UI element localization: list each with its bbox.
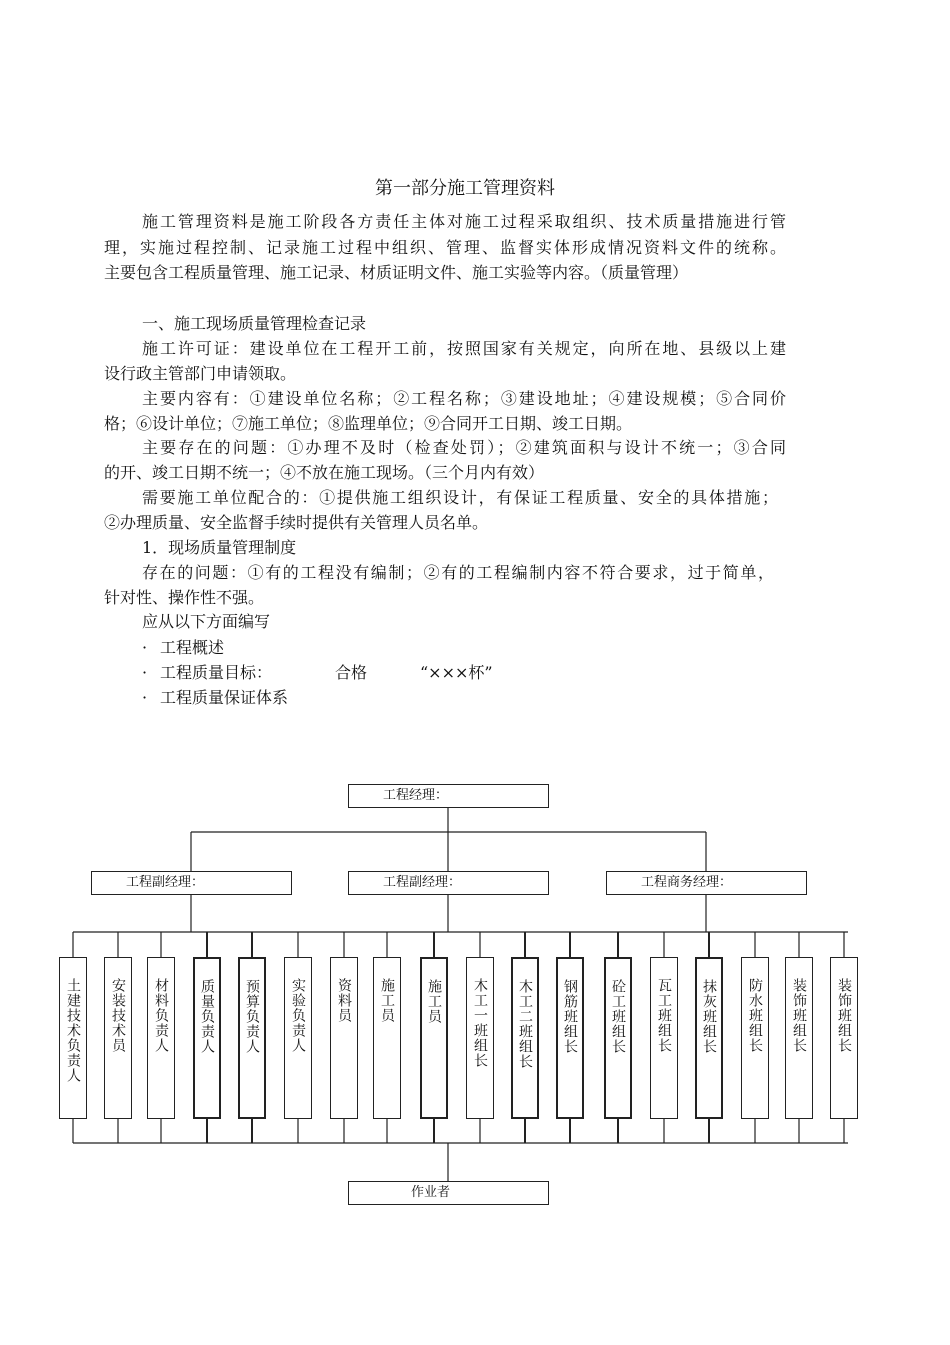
org-role-box — [511, 957, 539, 1119]
org-bottom-label: 作业者 — [411, 1185, 451, 1200]
org-role-label: 施工员 — [426, 979, 442, 1024]
org-role-box — [830, 957, 858, 1119]
contents-line-1: 主要内容有：①建设单位名称；②工程名称；③建设地址；④建设规模；⑤合同价 — [142, 389, 786, 408]
org-commerce-box — [606, 871, 807, 895]
org-role-box — [147, 957, 175, 1119]
cooperate-line-2: ②办理质量、安全监督手续时提供有关管理人员名单。 — [104, 513, 489, 532]
org-deputy-label: 工程副经理： — [126, 875, 205, 890]
permit-line-1: 施工许可证：建设单位在工程开工前，按照国家有关规定，向所在地、县级以上建 — [142, 339, 786, 358]
org-role-box — [420, 957, 448, 1119]
problems-line-2: 的开、竣工日期不统一；④不放在施工现场。（三个月内有效） — [104, 463, 545, 482]
org-role-label: 装饰班组长 — [836, 978, 852, 1053]
section-1-heading: 一、施工现场质量管理检查记录 — [142, 314, 367, 333]
org-role-box — [238, 957, 266, 1119]
should-write: 应从以下方面编写 — [142, 612, 271, 631]
org-top-box — [348, 784, 549, 808]
org-role-label: 材料负责人 — [153, 978, 169, 1053]
bullet-text: 工程概述 — [160, 638, 225, 657]
quality-grade: 合格 — [335, 663, 368, 682]
org-role-label: 防水班组长 — [747, 978, 763, 1053]
org-role-box — [695, 957, 723, 1119]
org-role-label: 装饰班组长 — [791, 978, 807, 1053]
org-deputy-box — [348, 871, 549, 895]
existing-line-1: 存在的问题：①有的工程没有编制；②有的工程编制内容不符合要求，过于简单， — [142, 563, 774, 582]
org-role-label: 预算负责人 — [244, 979, 260, 1054]
org-role-box — [330, 957, 358, 1119]
org-role-label: 质量负责人 — [199, 979, 215, 1054]
org-role-box — [466, 957, 494, 1119]
org-role-label: 安装技术员 — [110, 978, 126, 1053]
bullet-text: 工程质量保证体系 — [160, 688, 289, 707]
org-top-label: 工程经理： — [383, 788, 449, 803]
org-role-box — [785, 957, 813, 1119]
org-deputy-box — [91, 871, 292, 895]
org-role-label: 瓦工班组长 — [656, 978, 672, 1053]
bullet-mark: · — [142, 688, 148, 707]
org-role-box — [104, 957, 132, 1119]
cooperate-line-1: 需要施工单位配合的：①提供施工组织设计，有保证工程质量、安全的具体措施； — [142, 488, 778, 507]
problems-line-1: 主要存在的问题：①办理不及时（检查处罚）；②建筑面积与设计不统一；③合同 — [142, 438, 786, 457]
existing-line-2: 针对性、操作性不强。 — [104, 588, 265, 607]
org-role-label: 施工员 — [379, 978, 395, 1023]
contents-line-2: 格；⑥设计单位；⑦施工单位；⑧监理单位；⑨合同开工日期、竣工日期。 — [104, 414, 633, 433]
quality-cup: “×××杯” — [420, 663, 493, 682]
org-role-label: 木工一班组长 — [472, 978, 488, 1068]
subheading: 1．现场质量管理制度 — [142, 538, 297, 557]
org-role-label: 钢筋班组长 — [562, 979, 578, 1054]
org-role-box — [193, 957, 221, 1119]
org-deputy-label: 工程副经理： — [383, 875, 462, 890]
page-title: 第一部分施工管理资料 — [375, 178, 555, 199]
org-role-box — [284, 957, 312, 1119]
intro-line-3: 主要包含工程质量管理、施工记录、材质证明文件、施工实验等内容。（质量管理） — [104, 263, 689, 282]
org-role-box — [741, 957, 769, 1119]
bullet-mark: · — [142, 638, 148, 657]
org-role-label: 土建技术负责人 — [65, 978, 81, 1083]
intro-line-2: 理，实施过程控制、记录施工过程中组织、管理、监督实体形成情况资料文件的统称。 — [104, 238, 786, 257]
intro-line-1: 施工管理资料是施工阶段各方责任主体对施工过程采取组织、技术质量措施进行管 — [142, 212, 786, 231]
org-bottom-box — [348, 1181, 549, 1205]
org-role-box — [373, 957, 401, 1119]
org-role-label: 木工二班组长 — [517, 979, 533, 1069]
org-commerce-label: 工程商务经理： — [641, 875, 733, 890]
org-role-label: 抹灰班组长 — [701, 979, 717, 1054]
org-role-label: 砼工班组长 — [610, 979, 626, 1054]
org-role-box — [604, 957, 632, 1119]
org-role-box — [556, 957, 584, 1119]
org-role-box — [650, 957, 678, 1119]
org-role-label: 资料员 — [336, 978, 352, 1023]
bullet-mark: · — [142, 663, 148, 682]
bullet-text: 工程质量目标： — [160, 663, 273, 682]
org-role-label: 实验负责人 — [290, 978, 306, 1053]
permit-line-2: 设行政主管部门申请领取。 — [104, 364, 297, 383]
org-role-box — [59, 957, 87, 1119]
